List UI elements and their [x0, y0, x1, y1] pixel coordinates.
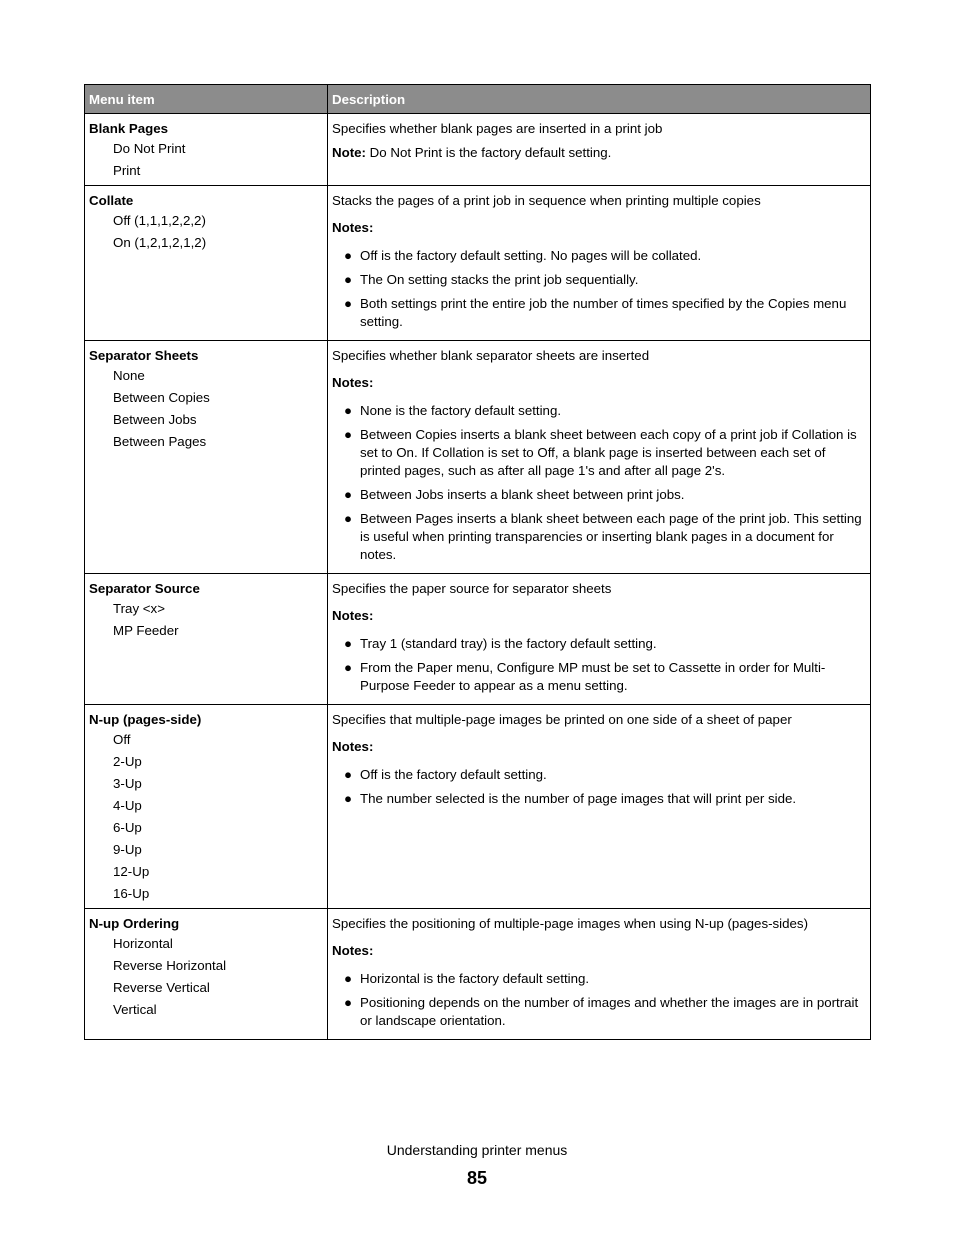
- description-cell: [328, 341, 871, 574]
- table-header-row: [85, 85, 871, 114]
- menu-option: 6-Up: [113, 820, 142, 835]
- menu-option: Print: [113, 163, 141, 178]
- bullet-icon: ●: [344, 636, 353, 651]
- description-cell: [328, 574, 871, 705]
- menu-option: None: [113, 368, 145, 383]
- note-text: None is the factory default setting.: [360, 403, 562, 418]
- menu-item-cell: [85, 574, 328, 705]
- menu-item-cell: [85, 114, 328, 186]
- bullet-icon: ●: [344, 272, 353, 287]
- notes-label: Notes:: [332, 375, 374, 390]
- table-row: [85, 341, 871, 574]
- menu-option: Off (1,1,1,2,2,2): [113, 213, 206, 228]
- description-text: Specifies whether blank separator sheets are inserted: [332, 348, 650, 363]
- note-text: Positioning depends on the number of images and whether the images are in portrait or landscape orientation.: [360, 995, 859, 1028]
- menu-option: 4-Up: [113, 798, 142, 813]
- menu-item-cell: [85, 186, 328, 341]
- note-item: [332, 790, 866, 808]
- menu-option: Off: [113, 732, 131, 747]
- bullet-icon: ●: [344, 971, 353, 986]
- menu-option: Horizontal: [113, 936, 173, 951]
- note-item: [332, 970, 866, 988]
- note-item: [332, 402, 866, 420]
- bullet-icon: ●: [344, 248, 353, 263]
- menu-item-name: N-up (pages-side): [89, 712, 202, 727]
- note-item: [332, 994, 866, 1030]
- note-item: [332, 247, 866, 265]
- menu-item-cell: [85, 909, 328, 1040]
- header-description: Description: [328, 85, 871, 114]
- note: [332, 144, 866, 162]
- note-text: From the Paper menu, Configure MP must be set to Cassette in order for Multi-Purpose Feeder to appear as a menu setting.: [360, 660, 826, 693]
- footer-section-title: Understanding printer menus: [386, 1142, 568, 1158]
- bullet-icon: ●: [344, 511, 353, 526]
- note-item: [332, 635, 866, 653]
- bullet-icon: ●: [344, 995, 353, 1010]
- menu-item-name: Separator Sheets: [89, 348, 199, 363]
- menu-option: 3-Up: [113, 776, 142, 791]
- menu-settings-table: [84, 84, 871, 1040]
- menu-option: Tray <x>: [113, 601, 165, 616]
- description-text: Specifies the positioning of multiple-page images when using N-up (pages-sides): [332, 916, 808, 931]
- menu-option: Between Copies: [113, 390, 210, 405]
- note-item: [332, 510, 866, 564]
- note-item: [332, 486, 866, 504]
- notes-label: Notes:: [332, 739, 374, 754]
- notes-list: [332, 635, 866, 695]
- note-item: [332, 295, 866, 331]
- note-text: Between Jobs inserts a blank sheet between print jobs.: [360, 487, 685, 502]
- note-text: Do Not Print is the factory default setting.: [365, 145, 612, 160]
- note-text: The On setting stacks the print job sequentially.: [360, 272, 639, 287]
- menu-item-cell: [85, 705, 328, 909]
- notes-label: Notes:: [332, 943, 374, 958]
- description-text: Stacks the pages of a print job in sequence when printing multiple copies: [332, 193, 761, 208]
- note-item: [332, 659, 866, 695]
- menu-item-name: N-up Ordering: [89, 916, 180, 931]
- description-cell: [328, 186, 871, 341]
- menu-option: On (1,2,1,2,1,2): [113, 235, 207, 250]
- description-cell: [328, 114, 871, 186]
- bullet-icon: ●: [344, 791, 353, 806]
- menu-option: Vertical: [113, 1002, 157, 1017]
- note-label: Note:: [332, 145, 366, 160]
- note-item: [332, 766, 866, 784]
- note-text: Off is the factory default setting.: [360, 767, 547, 782]
- notes-list: [332, 402, 866, 564]
- notes-label: Notes:: [332, 608, 374, 623]
- menu-option: Reverse Vertical: [113, 980, 210, 995]
- bullet-icon: ●: [344, 660, 353, 675]
- page-number: 85: [466, 1168, 488, 1188]
- bullet-icon: ●: [344, 427, 353, 442]
- bullet-icon: ●: [344, 767, 353, 782]
- menu-item-name: Blank Pages: [89, 121, 169, 136]
- header-menu-item: Menu item: [85, 85, 328, 114]
- note-text: Between Pages inserts a blank sheet between each page of the print job. This setting is useful when printing transparencies or inserting blank pages in a document for notes.: [360, 511, 862, 562]
- note-text: The number selected is the number of page images that will print per side.: [360, 791, 797, 806]
- description-text: Specifies the paper source for separator sheets: [332, 581, 612, 596]
- notes-list: [332, 247, 866, 331]
- menu-option: 2-Up: [113, 754, 142, 769]
- table-row: [85, 909, 871, 1040]
- menu-item-name: Collate: [89, 193, 134, 208]
- note-text: Between Copies inserts a blank sheet between each copy of a print job if Collation is set to On. If Collation is set to Off, a blank page is inserted between each set of printed pages, such as after all page 1's and after all page 2's.: [360, 427, 857, 478]
- menu-option: MP Feeder: [113, 623, 179, 638]
- bullet-icon: ●: [344, 296, 353, 311]
- menu-option: Between Jobs: [113, 412, 197, 427]
- note-item: [332, 426, 866, 480]
- table-row: [85, 186, 871, 341]
- table-row: [85, 705, 871, 909]
- notes-label: Notes:: [332, 220, 374, 235]
- description-text: Specifies that multiple-page images be printed on one side of a sheet of paper: [332, 712, 792, 727]
- description-cell: [328, 705, 871, 909]
- description-text: Specifies whether blank pages are inserted in a print job: [332, 121, 663, 136]
- note-text: Tray 1 (standard tray) is the factory default setting.: [360, 636, 657, 651]
- menu-option: 16-Up: [113, 886, 150, 901]
- menu-option: 12-Up: [113, 864, 150, 879]
- table-row: [85, 114, 871, 186]
- table-row: [85, 574, 871, 705]
- note-text: Horizontal is the factory default setting.: [360, 971, 590, 986]
- note-text: Both settings print the entire job the number of times specified by the Copies menu setting.: [360, 296, 847, 329]
- notes-list: [332, 766, 866, 808]
- menu-option: Between Pages: [113, 434, 207, 449]
- menu-item-cell: [85, 341, 328, 574]
- bullet-icon: ●: [344, 403, 353, 418]
- menu-option: 9-Up: [113, 842, 142, 857]
- notes-list: [332, 970, 866, 1030]
- menu-item-name: Separator Source: [89, 581, 200, 596]
- menu-option: Do Not Print: [113, 141, 186, 156]
- bullet-icon: ●: [344, 487, 353, 502]
- note-text: Off is the factory default setting. No pages will be collated.: [360, 248, 702, 263]
- note-item: [332, 271, 866, 289]
- description-cell: [328, 909, 871, 1040]
- menu-option: Reverse Horizontal: [113, 958, 227, 973]
